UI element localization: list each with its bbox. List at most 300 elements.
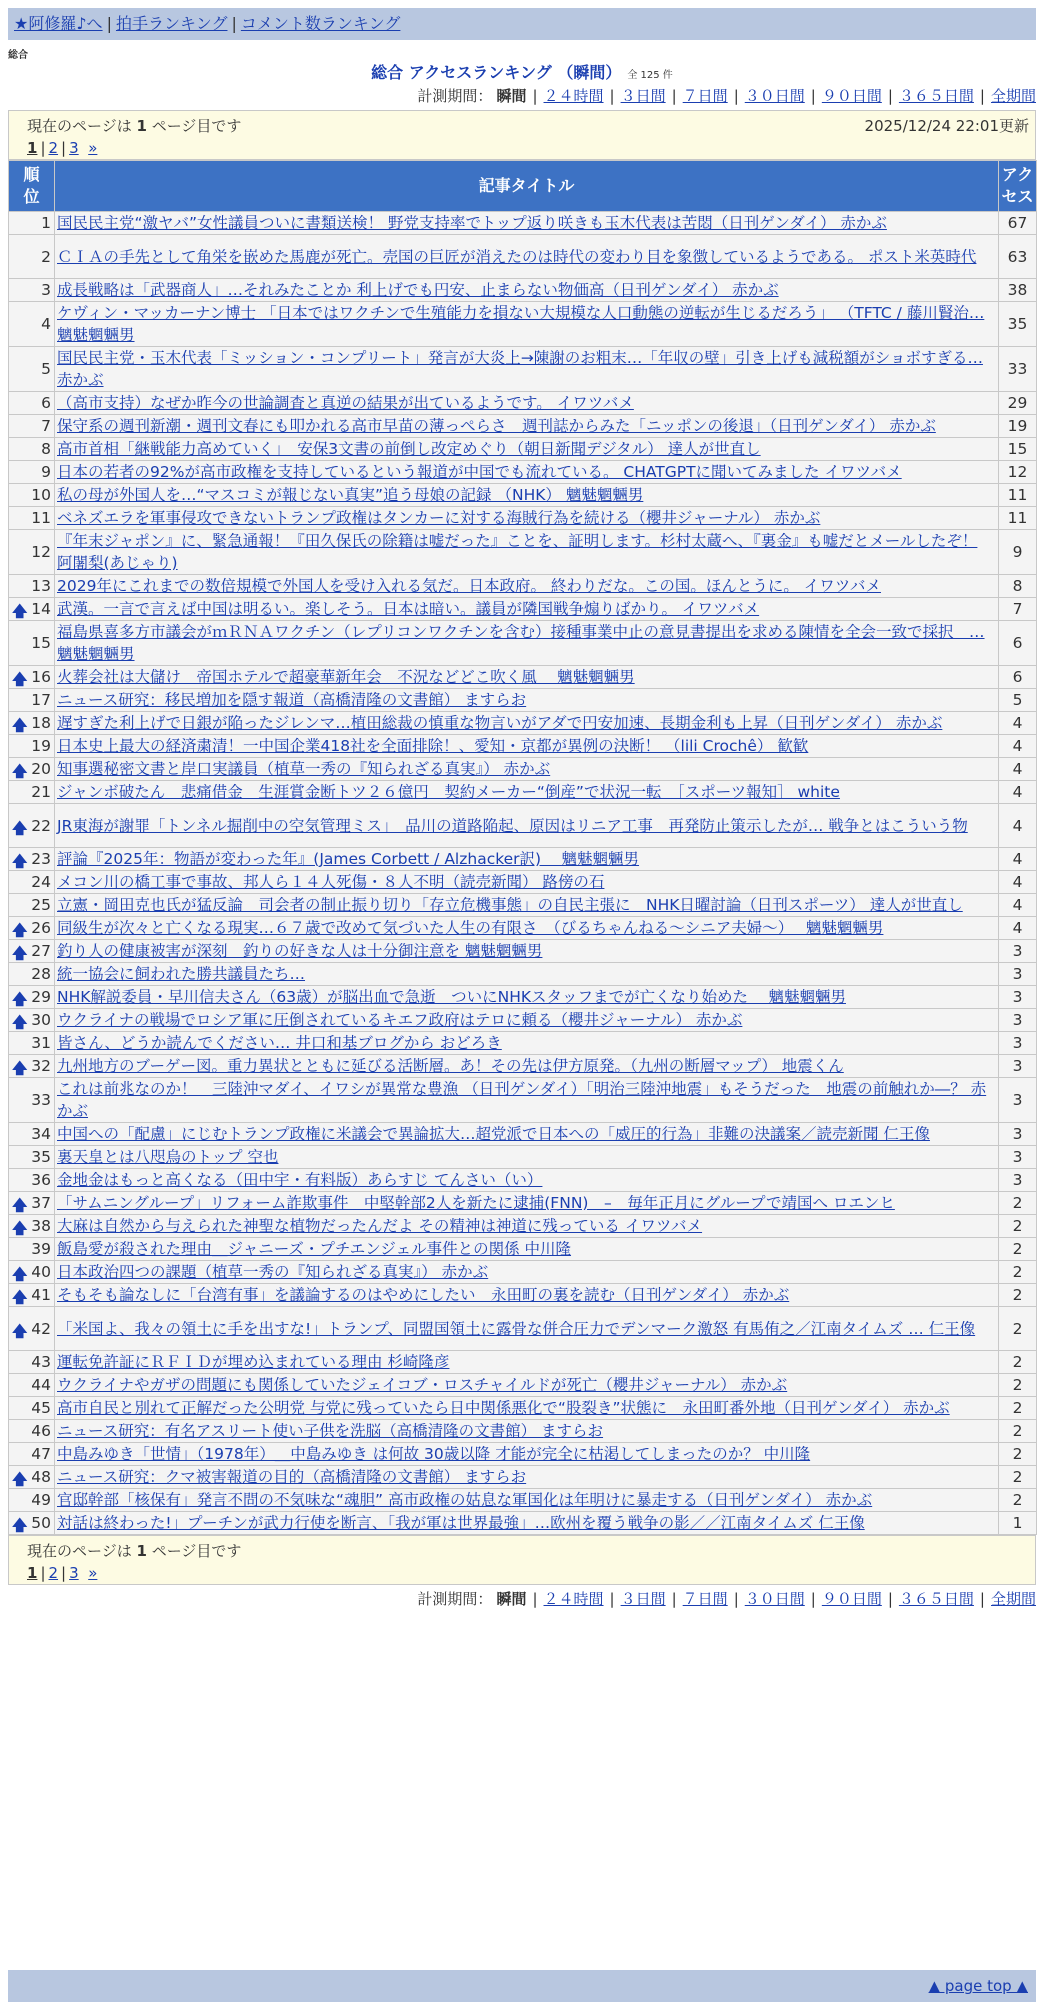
title-cell (55, 1512, 999, 1535)
rank-number: 35 (31, 1148, 51, 1166)
access-count: 2 (999, 1238, 1037, 1261)
rank-number: 28 (31, 965, 51, 983)
table-row (9, 235, 1037, 279)
rank-cell (9, 1443, 55, 1466)
title-cell (55, 781, 999, 804)
access-count: 3 (999, 1032, 1037, 1055)
article-link[interactable]: 飯島愛が殺された理由＿ジャニーズ・プチエンジェル事件との関係 中川隆 (57, 1240, 572, 1258)
rank-cell (9, 871, 55, 894)
access-count: 2 (999, 1374, 1037, 1397)
period-separator: | (733, 1590, 739, 1608)
title-cell (55, 871, 999, 894)
period-separator: | (887, 87, 893, 105)
article-link[interactable]: ニュース研究：有名アスリート使い子供を洗脳（高橋清隆の文書館） ますらお (57, 1422, 604, 1440)
rank-number: 10 (31, 486, 51, 504)
rank-cell (9, 302, 55, 347)
next-page-link[interactable]: » (88, 1564, 98, 1582)
article-link[interactable]: 武漢。一言で言えば中国は明るい。楽しそう。日本は暗い。議員が隣国戦争煽りばかり。 イワツバメ (57, 600, 760, 618)
rank-cell (9, 347, 55, 392)
rank-cell (9, 781, 55, 804)
title-cell (55, 302, 999, 347)
page-link[interactable]: 2 (48, 139, 59, 157)
period-option[interactable]: ９０日間 (821, 87, 882, 105)
page-link[interactable]: 3 (69, 139, 79, 157)
rank-number: 41 (31, 1286, 51, 1304)
article-link[interactable]: 官邸幹部「核保有」発言不問の不気味な“魂胆” 高市政権の姑息な軍国化は年明けに暴走する（日刊ゲンダイ） 赤かぶ (57, 1491, 873, 1509)
title-cell (55, 530, 999, 575)
title-cell (55, 1284, 999, 1307)
rank-cell (9, 1512, 55, 1535)
article-link[interactable]: 日本政治四つの課題（植草一秀の『知られざる真実』） 赤かぶ (57, 1263, 489, 1281)
table-row (9, 963, 1037, 986)
title-cell (55, 666, 999, 689)
rank-number: 32 (31, 1057, 51, 1075)
title-cell (55, 507, 999, 530)
table-row (9, 484, 1037, 507)
rank-cell (9, 758, 55, 781)
table-row (9, 1169, 1037, 1192)
period-separator: | (979, 87, 985, 105)
rank-cell (9, 1261, 55, 1284)
rank-up-icon: 🡅 (12, 1219, 28, 1237)
period-option[interactable]: ３０日間 (744, 87, 805, 105)
article-link[interactable]: 遅すぎた利上げで日銀が陥ったジレンマ…植田総裁の慎重な物言いがアダで円安加速、長期金利も上昇（日刊ゲンダイ） 赤かぶ (57, 714, 943, 732)
rank-cell (9, 1215, 55, 1238)
title-cell (55, 1009, 999, 1032)
article-link[interactable]: 日本史上最大の経済粛清！一中国企業418社を全面排除！、愛知・京都が異例の決断！ （lili Crochê） 歓歓 (57, 737, 809, 755)
title-cell (55, 1420, 999, 1443)
article-link[interactable]: 2029年にこれまでの数倍規模で外国人を受け入れる気だ。日本政府。 終わりだな。この国。ほんとうに。 イワツバメ (57, 577, 881, 595)
rank-number: 47 (31, 1445, 51, 1463)
title-cell (55, 461, 999, 484)
current-page-text: 現在のページは 1 ページ目です (27, 1542, 242, 1560)
pagination-bottom (27, 1564, 97, 1582)
period-option[interactable]: ７日間 (682, 1590, 728, 1608)
rank-number: 19 (31, 737, 51, 755)
rank-cell (9, 1078, 55, 1123)
period-option[interactable]: ７日間 (682, 87, 728, 105)
rank-cell (9, 1238, 55, 1261)
article-link[interactable]: 国民民主党・玉木代表「ミッション・コンプリート」発言が大炎上→陳謝のお粗末…「年収の壁」引き上げも減税額がショボすぎる… 赤かぶ (57, 349, 983, 389)
article-link[interactable]: 「サムニングループ」リフォーム詐欺事件 中堅幹部2人を新たに逮捕(FNN) – 毎年正月にグループで靖国へ ロエンヒ (57, 1194, 895, 1212)
rank-cell (9, 1009, 55, 1032)
rank-number: 40 (31, 1263, 51, 1281)
rank-cell (9, 940, 55, 963)
period-separator: | (733, 87, 739, 105)
period-separator: | (887, 1590, 893, 1608)
period-separator: | (671, 1590, 677, 1608)
home-link[interactable]: ★阿修羅♪へ (14, 14, 103, 33)
access-count: 7 (999, 598, 1037, 621)
period-separator: | (979, 1590, 985, 1608)
title-cell (55, 1169, 999, 1192)
rank-cell (9, 484, 55, 507)
access-count: 3 (999, 986, 1037, 1009)
rank-cell (9, 1307, 55, 1351)
article-link[interactable]: 皆さん、どうか読んでください… 井口和基ブログから おどろき (57, 1034, 502, 1052)
title-cell (55, 689, 999, 712)
article-link[interactable]: 中島みゆき「世情」（1978年）＿中島みゆき は何故 30歳以降 才能が完全に枯渇してしまったのか？ 中川隆 (57, 1445, 811, 1463)
rank-number: 5 (41, 360, 51, 378)
access-count: 2 (999, 1261, 1037, 1284)
access-count: 6 (999, 666, 1037, 689)
access-count: 3 (999, 940, 1037, 963)
page-current: 1 (27, 1564, 38, 1582)
article-link[interactable]: 中国への「配慮」にじむトランプ政権に米議会で異論拡大…超党派で日本への「威圧的行為」非難の決議案／読売新聞 仁王像 (57, 1125, 930, 1143)
title-cell (55, 848, 999, 871)
table-row (9, 507, 1037, 530)
rank-number: 42 (31, 1319, 51, 1338)
rank-cell (9, 689, 55, 712)
table-row (9, 302, 1037, 347)
article-link[interactable]: 評論『2025年：物語が変わった年』(James Corbett / Alzhacker訳) 魑魅魍魎男 (57, 850, 640, 868)
applause-ranking-link[interactable]: 拍手ランキング (115, 14, 228, 33)
rank-number: 24 (31, 873, 51, 891)
table-row (9, 1397, 1037, 1420)
page-current: 1 (27, 139, 38, 157)
table-row (9, 894, 1037, 917)
access-count: 2 (999, 1489, 1037, 1512)
article-link[interactable]: 釣り人の健康被害が深刻 釣りの好きな人は十分御注意を 魑魅魍魎男 (57, 942, 543, 960)
table-row (9, 1238, 1037, 1261)
rank-number: 45 (31, 1399, 51, 1417)
title-cell (55, 1307, 999, 1351)
rank-up-icon: 🡅 (12, 818, 28, 837)
table-row (9, 735, 1037, 758)
rank-up-icon: 🡅 (12, 1013, 28, 1031)
rank-cell (9, 1397, 55, 1420)
table-row (9, 666, 1037, 689)
article-link[interactable]: ジャンボ破たん 悲痛借金 生涯賞金断トツ２６億円 契約メーカー“倒産”で状況一転 ［スポーツ報知］ white (57, 783, 840, 801)
access-count: 67 (999, 212, 1037, 235)
rank-number: 15 (31, 634, 51, 652)
rank-up-icon: 🡅 (12, 944, 28, 962)
article-link[interactable]: 日本の若者の92%が高市政権を支持しているという報道が中国でも流れている。 CHATGPTに聞いてみました イワツバメ (57, 463, 902, 481)
rank-number: 22 (31, 816, 51, 835)
next-page-link[interactable]: » (88, 139, 98, 157)
article-link[interactable]: 立憲・岡田克也氏が猛反論 司会者の制止振り切り「存立危機事態」の自民主張に NHK日曜討論（日刊スポーツ） 達人が世直し (57, 896, 963, 914)
period-selector-top (417, 86, 1036, 106)
table-row (9, 392, 1037, 415)
rank-number: 30 (31, 1011, 51, 1029)
period-option[interactable]: ３日間 (620, 1590, 666, 1608)
rank-cell (9, 392, 55, 415)
title-cell (55, 917, 999, 940)
article-link[interactable]: ウクライナの戦場でロシア軍に圧倒されているキエフ政府はテロに頼る（櫻井ジャーナル） 赤かぶ (57, 1011, 743, 1029)
table-row (9, 1351, 1037, 1374)
table-row (9, 347, 1037, 392)
col-header-count: アク セス (999, 161, 1037, 212)
rank-cell (9, 1420, 55, 1443)
rank-cell (9, 712, 55, 735)
comment-ranking-link[interactable]: コメント数ランキング (240, 14, 401, 33)
table-row (9, 1078, 1037, 1123)
page-info-bottom (8, 1535, 1036, 1585)
period-option[interactable]: ３６５日間 (898, 87, 974, 105)
title-cell (55, 712, 999, 735)
article-link[interactable]: 高市首相「継戦能力高めていく」 安保3文書の前倒し改定めぐり（朝日新聞デジタル） 達人が世直し (57, 440, 761, 458)
page-link[interactable]: 2 (48, 1564, 59, 1582)
period-option[interactable]: ９０日間 (821, 1590, 882, 1608)
rank-number: 27 (31, 942, 51, 960)
table-row (9, 438, 1037, 461)
table-row (9, 781, 1037, 804)
access-count: 3 (999, 1123, 1037, 1146)
table-row (9, 212, 1037, 235)
title-cell (55, 575, 999, 598)
rank-number: 23 (31, 850, 51, 868)
table-row (9, 1261, 1037, 1284)
period-label: 計測期間： (417, 87, 493, 105)
rank-cell (9, 917, 55, 940)
article-link[interactable]: 国民民主党“激ヤバ”女性議員ついに書類送検！ 野党支持率でトップ返り咲きも玉木代表は苦悶（日刊ゲンダイ） 赤かぶ (57, 214, 887, 232)
rank-number: 1 (41, 214, 51, 232)
rank-number: 37 (31, 1194, 51, 1212)
table-row (9, 1215, 1037, 1238)
table-row (9, 940, 1037, 963)
article-link[interactable]: ニュース研究：移民増加を隠す報道（高橋清隆の文書館） ますらお (57, 691, 527, 709)
article-link[interactable]: ベネズエラを軍事侵攻できないトランプ政権はタンカーに対する海賊行為を続ける（櫻井ジャーナル） 赤かぶ (57, 509, 821, 527)
page-separator: | (61, 1564, 67, 1582)
article-link[interactable]: 対話は終わった!」プーチンが武力行使を断言、「我が軍は世界最強」…欧州を覆う戦争の影／／江南タイムズ 仁王像 (57, 1514, 865, 1532)
table-row (9, 848, 1037, 871)
access-count: 33 (999, 347, 1037, 392)
page-separator: | (40, 1564, 46, 1582)
rank-up-icon: 🡅 (12, 602, 28, 620)
table-row (9, 871, 1037, 894)
table-row (9, 758, 1037, 781)
rank-number: 33 (31, 1091, 51, 1109)
article-link[interactable]: 成長戦略は「武器商人」…それみたことか 利上げでも円安、止まらない物価高（日刊ゲンダイ） 赤かぶ (57, 281, 779, 299)
rank-cell (9, 621, 55, 666)
title-cell (55, 1055, 999, 1078)
table-row (9, 598, 1037, 621)
article-link[interactable]: 『年末ジャポン』に、緊急通報！『田久保氏の除籍は嘘だった』ことを、証明します。杉村太蔵へ、『裏金』も嘘だとメールしたぞ！ 阿闍梨(あじゃり) (57, 532, 978, 572)
access-count: 4 (999, 894, 1037, 917)
access-count: 3 (999, 963, 1037, 986)
rank-number: 31 (31, 1034, 51, 1052)
article-link[interactable]: ウクライナやガザの問題にも関係していたジェイコブ・ロスチャイルドが死亡（櫻井ジャーナル） 赤かぶ (57, 1376, 788, 1394)
article-link[interactable]: 保守系の週刊新潮・週刊文春にも叩かれる高市早苗の薄っぺらさ 週刊誌からみた「ニッポンの後退」（日刊ゲンダイ） 赤かぶ (57, 417, 936, 435)
article-link[interactable]: ケヴィン・マッカーナン博士 「日本ではワクチンで生殖能力を損ない大規模な人口動態の逆転が生じるだろう」 （TFTC / 藤川賢治… 魑魅魍魎男 (57, 304, 985, 344)
article-link[interactable]: メコン川の橋工事で事故、邦人ら１４人死傷・８人不明（読売新聞） 路傍の石 (57, 873, 605, 891)
table-row (9, 415, 1037, 438)
period-separator: | (810, 1590, 816, 1608)
table-row (9, 986, 1037, 1009)
access-count: 63 (999, 235, 1037, 279)
access-count: 2 (999, 1307, 1037, 1351)
article-link[interactable]: そもそも論なしに「台湾有事」を議論するのはやめにしたい 永田町の裏を読む（日刊ゲンダイ） 赤かぶ (57, 1286, 790, 1304)
table-row (9, 1032, 1037, 1055)
rank-number: 4 (41, 315, 51, 333)
access-count: 4 (999, 848, 1037, 871)
title-cell (55, 1146, 999, 1169)
period-separator: | (609, 87, 615, 105)
section-tag: 総合 (8, 50, 28, 61)
rank-number: 11 (31, 509, 51, 527)
period-current: 瞬間 (496, 1590, 527, 1608)
footer-bar (8, 1970, 1036, 2002)
rank-up-icon: 🡅 (12, 1288, 28, 1306)
access-count: 12 (999, 461, 1037, 484)
rank-up-icon: 🡅 (12, 990, 28, 1008)
rank-cell (9, 804, 55, 848)
article-link[interactable]: 福島県喜多方市議会がｍＲＮＡワクチン（レプリコンワクチンを含む）接種事業中止の意見書提出を求める陳情を全会一致で採択 … 魑魅魍魎男 (57, 623, 985, 663)
table-row (9, 530, 1037, 575)
title-cell (55, 1443, 999, 1466)
rank-number: 26 (31, 919, 51, 937)
rank-cell (9, 438, 55, 461)
article-link[interactable]: 高市自民と別れて正解だった公明党 与党に残っていたら日中関係悪化で“股裂き”状態に 永田町番外地（日刊ゲンダイ） 赤かぶ (57, 1399, 950, 1417)
period-separator: | (532, 1590, 538, 1608)
access-count: 2 (999, 1192, 1037, 1215)
period-separator: | (671, 87, 677, 105)
access-count: 2 (999, 1466, 1037, 1489)
period-option[interactable]: ３日間 (620, 87, 666, 105)
access-count: 2 (999, 1443, 1037, 1466)
rank-number: 3 (41, 281, 51, 299)
article-link[interactable]: ニュース研究：クマ被害報道の目的（高橋清隆の文書館） ますらお (57, 1468, 527, 1486)
article-link[interactable]: 統一協会に飼われた勝共議員たち… (57, 965, 306, 983)
article-link[interactable]: 金地金はもっと高くなる（田中宇・有料版）あらすじ てんさい（い） (57, 1171, 543, 1189)
period-option[interactable]: ３０日間 (744, 1590, 805, 1608)
period-option[interactable]: 全期間 (990, 87, 1036, 105)
title-cell (55, 1489, 999, 1512)
rank-number: 7 (41, 417, 51, 435)
rank-cell (9, 1055, 55, 1078)
period-option[interactable]: ３６５日間 (898, 1590, 974, 1608)
rank-cell (9, 1351, 55, 1374)
period-option[interactable]: ２４時間 (543, 1590, 604, 1608)
rank-up-icon: 🡅 (12, 1059, 28, 1077)
updated-timestamp: 2025/12/24 22:01更新 (864, 117, 1029, 135)
table-row (9, 917, 1037, 940)
page-link[interactable]: 3 (69, 1564, 79, 1582)
access-count: 3 (999, 1009, 1037, 1032)
access-count: 2 (999, 1351, 1037, 1374)
rank-number: 43 (31, 1353, 51, 1371)
rank-up-icon: 🡅 (12, 1196, 28, 1214)
title-cell (55, 415, 999, 438)
rank-cell (9, 1284, 55, 1307)
article-link[interactable]: 運転免許証にＲＦＩＤが埋め込まれている理由 杉崎隆彦 (57, 1353, 450, 1371)
title-cell (55, 894, 999, 917)
title-cell (55, 1215, 999, 1238)
table-row (9, 1146, 1037, 1169)
title-cell (55, 235, 999, 279)
article-link[interactable]: 知事選秘密文書と岸口実議員（植草一秀の『知られざる真実』） 赤かぶ (57, 760, 551, 778)
table-row (9, 1512, 1037, 1535)
rank-number: 36 (31, 1171, 51, 1189)
title-cell (55, 212, 999, 235)
access-count: 2 (999, 1420, 1037, 1443)
article-link[interactable]: 火葬会社は大儲け 帝国ホテルで超豪華新年会 不況などどこ吹く風 魑魅魍魎男 (57, 668, 635, 686)
access-count: 29 (999, 392, 1037, 415)
period-option[interactable]: 全期間 (990, 1590, 1036, 1608)
title-cell (55, 1466, 999, 1489)
rank-cell (9, 1466, 55, 1489)
rank-cell (9, 735, 55, 758)
rank-cell (9, 963, 55, 986)
table-row (9, 621, 1037, 666)
rank-up-icon: 🡅 (12, 921, 28, 939)
rank-number: 50 (31, 1514, 51, 1532)
table-row (9, 1489, 1037, 1512)
rank-up-icon: 🡅 (12, 1516, 28, 1534)
rank-cell (9, 1489, 55, 1512)
article-link[interactable]: 同級生が次々と亡くなる現実…６７歳で改めて気づいた人生の有限さ （びるちゃんねる～シニア夫婦～） 魑魅魍魎男 (57, 919, 884, 937)
title-cell (55, 1351, 999, 1374)
title-cell (55, 940, 999, 963)
rank-cell (9, 1192, 55, 1215)
article-link[interactable]: （高市支持）なぜか昨今の世論調査と真逆の結果が出ているようです。 イワツバメ (57, 394, 634, 412)
article-link[interactable]: ＣＩＡの手先として角栄を嵌めた馬鹿が死亡。売国の巨匠が消えたのは時代の変わり目を象徴しているようである。 ポスト米英時代 (57, 247, 977, 266)
rank-cell (9, 894, 55, 917)
rank-up-icon: 🡅 (12, 1265, 28, 1283)
access-count: 3 (999, 1169, 1037, 1192)
article-link[interactable]: 「米国よ、我々の領土に手を出すな!」トランプ、同盟国領土に露骨な併合圧力でデンマーク激怒 有馬侑之／江南タイムズ … 仁王像 (57, 1319, 976, 1338)
article-link[interactable]: 大麻は自然から与えられた神聖な植物だったんだよ その精神は神道に残っている イワツバメ (57, 1217, 703, 1235)
ranking-table-body (9, 212, 1037, 1535)
access-count: 15 (999, 438, 1037, 461)
access-count: 9 (999, 530, 1037, 575)
rank-number: 12 (31, 543, 51, 561)
article-link[interactable]: 裏天皇とは八咫烏のトップ 空也 (57, 1148, 279, 1166)
article-link[interactable]: JR東海が謝罪「トンネル掘削中の空気管理ミス」 品川の道路陥起、原因はリニア工事 再発防止策示したが… 戦争とはこういう物 (57, 816, 968, 835)
rank-cell (9, 1374, 55, 1397)
table-row (9, 1192, 1037, 1215)
table-row (9, 1443, 1037, 1466)
table-row (9, 461, 1037, 484)
ranking-heading (0, 60, 1044, 83)
access-count: 5 (999, 689, 1037, 712)
title-cell (55, 963, 999, 986)
rank-number: 16 (31, 668, 51, 686)
rank-number: 34 (31, 1125, 51, 1143)
access-count: 35 (999, 302, 1037, 347)
article-link[interactable]: NHK解説委員・早川信夫さん（63歳）が脳出血で急逝 ついにNHKスタッフまでが亡くなり始めた 魑魅魍魎男 (57, 988, 846, 1006)
access-count: 4 (999, 804, 1037, 848)
article-link[interactable]: 私の母が外国人を…“マスコミが報じない真実”追う母娘の記録 （NHK） 魑魅魍魎男 (57, 486, 644, 504)
rank-cell (9, 1123, 55, 1146)
rank-number: 18 (31, 714, 51, 732)
page-top-link[interactable]: ▲ page top ▲ (928, 1977, 1028, 1995)
access-count: 6 (999, 621, 1037, 666)
nav-separator: | (231, 14, 237, 33)
rank-cell (9, 279, 55, 302)
rank-cell (9, 1169, 55, 1192)
access-count: 3 (999, 1146, 1037, 1169)
period-label: 計測期間： (417, 1590, 493, 1608)
access-count: 4 (999, 781, 1037, 804)
rank-number: 46 (31, 1422, 51, 1440)
period-selector-bottom (417, 1589, 1036, 1609)
top-nav-bar (8, 8, 1036, 40)
rank-number: 14 (31, 600, 51, 618)
article-link[interactable]: 九州地方のブーゲー図。重力異状とともに延びる活断層。あ！その先は伊方原発。（九州の断層マップ） 地震くん (57, 1057, 844, 1075)
rank-up-icon: 🡅 (12, 716, 28, 734)
rank-number: 6 (41, 394, 51, 412)
rank-cell (9, 415, 55, 438)
access-count: 4 (999, 712, 1037, 735)
rank-number: 17 (31, 691, 51, 709)
access-count: 3 (999, 1078, 1037, 1123)
article-link[interactable]: これは前兆なのか！ 三陸沖マダイ、イワシが異常な豊漁 （日刊ゲンダイ）「明治三陸沖地震」もそうだった 地震の前触れか―？ 赤かぶ (57, 1080, 987, 1120)
period-current: 瞬間 (496, 87, 527, 105)
table-row (9, 712, 1037, 735)
title-cell (55, 621, 999, 666)
period-option[interactable]: ２４時間 (543, 87, 604, 105)
